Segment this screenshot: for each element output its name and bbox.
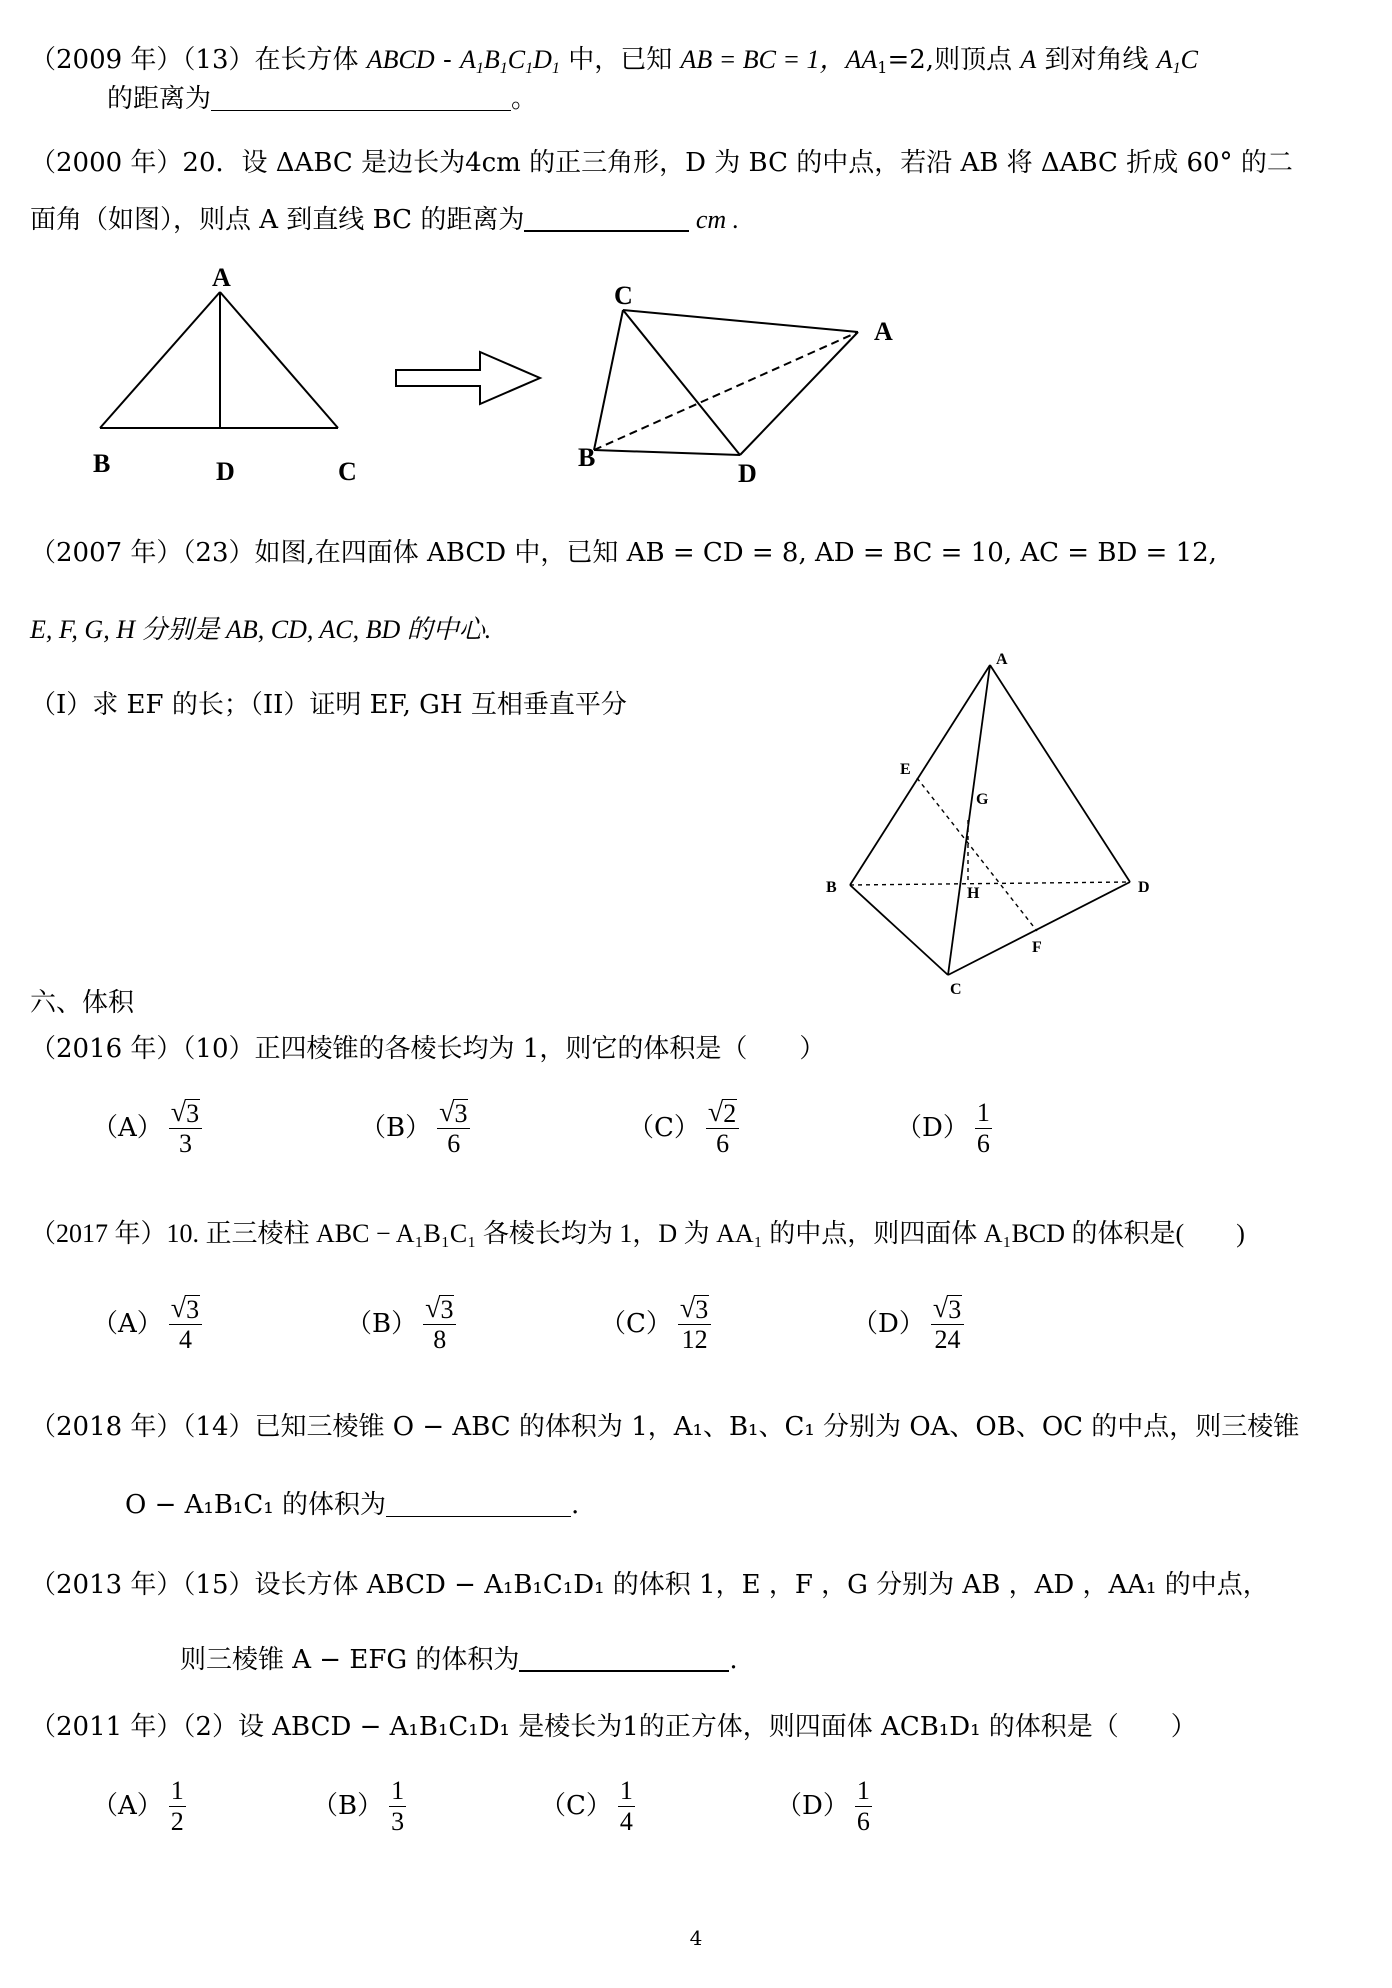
option-label: （B） (312, 1790, 384, 1821)
radicand: 3 (454, 1099, 468, 1128)
fraction-denominator: 6 (716, 1128, 730, 1158)
fraction-numerator (169, 1098, 202, 1129)
fig3-label-d: D (1138, 879, 1150, 896)
q2018-answer-blank[interactable] (386, 1490, 571, 1517)
option-fraction (678, 1294, 711, 1355)
q2000-answer-blank[interactable] (524, 204, 689, 232)
page-number: 4 (689, 1926, 703, 1950)
fraction-denominator: 3 (178, 1128, 192, 1158)
q2009-line1: （2009 年）（13）在长方体 ABCD - $A_1B_1C_1D_1$ 中，已知 AB = BC = 1，$AA_1=2$,则顶点 A 到对角线 $A_1C$ (30, 45, 1198, 77)
fig3-label-b: B (826, 879, 837, 896)
q2016-option-d[interactable] (896, 1098, 992, 1159)
fraction-denominator: 3 (391, 1806, 405, 1836)
option-fraction (437, 1098, 470, 1159)
q2011-option-d[interactable] (776, 1776, 872, 1837)
fig2-label-d: D (738, 459, 757, 488)
fraction-numerator (678, 1294, 711, 1325)
q2009-to-diag: 到对角线 (1036, 45, 1157, 75)
fraction-numerator (437, 1098, 470, 1129)
fraction-denominator: 6 (976, 1128, 990, 1158)
option-fraction (931, 1294, 964, 1355)
radicand: 3 (440, 1295, 454, 1324)
q2009-a1b1c1d1: $A_1B_1C_1D_1$ (460, 45, 560, 77)
option-label: （A） (92, 1112, 163, 1143)
q2011-option-b[interactable] (312, 1776, 406, 1837)
fraction-numerator: 1 (856, 1776, 870, 1805)
fraction-denominator: 4 (619, 1806, 633, 1836)
option-fraction (169, 1776, 186, 1837)
radicand: 3 (186, 1099, 200, 1128)
fraction-numerator (169, 1294, 202, 1325)
q2013-answer-blank[interactable] (519, 1644, 729, 1672)
option-label: （D） (852, 1308, 925, 1339)
q2009-prefix: （2009 年）（13）在长方体 (30, 45, 367, 75)
fraction-numerator: 1 (619, 1776, 633, 1805)
option-label: （D） (776, 1790, 849, 1821)
fig2-label-c: C (614, 281, 633, 310)
fraction-denominator: 8 (433, 1324, 447, 1354)
option-label: （B） (346, 1308, 418, 1339)
fraction-numerator (423, 1294, 456, 1325)
q2017-option-a[interactable] (92, 1294, 202, 1355)
q2018-line2 (125, 1490, 579, 1521)
q2009-diagonal: $A_1C$ (1156, 45, 1198, 77)
q2007-line1: （2007 年）（23）如图,在四面体 ABCD 中，已知 AB = CD = 8, AD = BC = 10, AC = BD = 12, (30, 538, 1217, 568)
fraction-denominator: 6 (856, 1806, 870, 1836)
fraction-numerator (706, 1098, 739, 1129)
sqrt-icon: √ (707, 1097, 724, 1128)
fig3-label-c: C (950, 981, 962, 998)
q2011-option-a[interactable] (92, 1776, 186, 1837)
sqrt-icon: √ (170, 1097, 187, 1128)
q2013-end: . (729, 1645, 738, 1675)
q2009-condition: AB = BC = 1， (680, 45, 846, 74)
q2009-aa1-rest: =2,则顶点 (887, 45, 1021, 75)
q2016-option-c[interactable] (628, 1098, 739, 1159)
q2009-vertex: A (1020, 45, 1037, 74)
q2013-volume-label: 则三棱锥 A − EFG 的体积为 (180, 1645, 520, 1675)
radicand: 3 (695, 1295, 709, 1324)
fig3-label-e: E (900, 761, 911, 778)
radicand: 2 (723, 1099, 737, 1128)
q2018-volume-label: O − A₁B₁C₁ 的体积为 (125, 1490, 386, 1520)
q2009-mid: 中，已知 (568, 45, 681, 75)
option-label: （A） (92, 1308, 163, 1339)
q2018-end: . (570, 1490, 580, 1520)
q2009-answer-blank[interactable] (211, 84, 511, 111)
q2017-option-c[interactable] (600, 1294, 711, 1355)
q2000-figure (80, 260, 920, 490)
q2007-tetrahedron-figure (820, 650, 1140, 1010)
fraction-numerator (931, 1294, 964, 1325)
option-label: （B） (360, 1112, 432, 1143)
radicand: 3 (948, 1295, 962, 1324)
q2011-option-c[interactable] (540, 1776, 635, 1837)
fig2-label-b: B (578, 443, 596, 472)
q2011-stem: （2011 年）（2）设 ABCD − A₁B₁C₁D₁ 是棱长为1的正方体，则四面体 ACB₁D₁ 的体积是（ ） (30, 1712, 1197, 1742)
option-fraction (618, 1776, 635, 1837)
q2018-line1: （2018 年）（14）已知三棱锥 O − ABC 的体积为 1，A₁、B₁、C₁ 分别为 OA、OB、OC 的中点，则三棱锥 (30, 1412, 1300, 1442)
q2017-stem: （2017 年）10. 正三棱柱 ABC − A₁B₁C₁ 各棱长均为 1，D 为 AA₁ 的中点，则四面体 A₁BCD 的体积是( ) (30, 1219, 1245, 1248)
q2000-line1: （2000 年）20．设 ΔABC 是边长为4cm 的正三角形，D 为 BC 的中点，若沿 AB 将 ΔABC 折成 60° 的二 (30, 148, 1293, 178)
option-label: （A） (92, 1790, 163, 1821)
triangle-abc-flat (100, 292, 338, 428)
fraction-numerator: 1 (976, 1098, 990, 1127)
q2017-option-b[interactable] (346, 1294, 456, 1355)
q2007-line3: （I）求 EF 的长；（II）证明 EF, GH 互相垂直平分 (30, 690, 627, 720)
sqrt-icon: √ (932, 1293, 949, 1324)
fraction-denominator: 24 (934, 1324, 961, 1354)
fig1-label-b: B (93, 449, 111, 478)
sqrt-icon: √ (425, 1293, 441, 1324)
section-six-title: 六、体积 (30, 988, 135, 1018)
q2009-distance-label: 的距离为 (107, 84, 212, 114)
sqrt-icon: √ (170, 1293, 187, 1324)
q2000-unit: cm . (689, 205, 740, 234)
fraction-denominator: 12 (681, 1324, 708, 1354)
fig1-label-a: A (212, 263, 231, 292)
fig1-label-d: D (216, 457, 235, 486)
option-fraction (423, 1294, 456, 1355)
q2000-distance-label: 面角（如图），则点 A 到直线 BC 的距离为 (30, 205, 525, 235)
fig2-label-a: A (874, 317, 893, 346)
fraction-numerator: 1 (391, 1776, 405, 1805)
option-fraction (389, 1776, 406, 1837)
q2009-end: 。 (511, 84, 538, 114)
option-fraction (706, 1098, 739, 1159)
q2017-option-d[interactable] (852, 1294, 964, 1355)
fraction-numerator: 1 (170, 1776, 184, 1805)
q2000-line2 (30, 204, 739, 236)
fig1-label-c: C (338, 457, 357, 486)
option-label: （D） (896, 1112, 969, 1143)
fig3-label-a: A (996, 651, 1008, 668)
q2013-line2 (180, 1644, 738, 1676)
fold-arrow-icon (396, 352, 540, 404)
q2009-solid: ABCD (366, 45, 435, 74)
option-label: （C） (540, 1790, 612, 1821)
radicand: 3 (186, 1295, 200, 1324)
fig3-label-f: F (1032, 939, 1042, 956)
option-fraction (975, 1098, 992, 1159)
fraction-denominator: 2 (170, 1806, 184, 1836)
q2009-aa1: AA (845, 45, 878, 74)
option-fraction (169, 1294, 202, 1355)
option-fraction (169, 1098, 202, 1159)
fig3-label-g: G (976, 791, 989, 808)
q2016-option-a[interactable] (92, 1098, 202, 1159)
q2016-option-b[interactable] (360, 1098, 470, 1159)
q2013-line1: （2013 年）（15）设长方体 ABCD − A₁B₁C₁D₁ 的体积 1，E ，F ，G 分别为 AB ，AD ，AA₁ 的中点， (30, 1570, 1269, 1600)
q2009-line2 (107, 84, 537, 115)
fig3-label-h: H (967, 885, 980, 902)
option-label: （C） (628, 1112, 700, 1143)
fraction-denominator: 4 (178, 1324, 192, 1354)
q2007-line2: E, F, G, H 分别是 AB, CD, AC, BD 的中心. (30, 615, 492, 644)
option-fraction (855, 1776, 872, 1837)
sqrt-icon: √ (439, 1097, 455, 1128)
q2016-stem: （2016 年）（10）正四棱锥的各棱长均为 1，则它的体积是（ ） (30, 1034, 826, 1064)
sqrt-icon: √ (679, 1293, 696, 1324)
fraction-denominator: 6 (447, 1128, 461, 1158)
triangle-folded (594, 310, 858, 455)
q2009-dash: - (434, 45, 461, 75)
option-label: （C） (600, 1308, 672, 1339)
